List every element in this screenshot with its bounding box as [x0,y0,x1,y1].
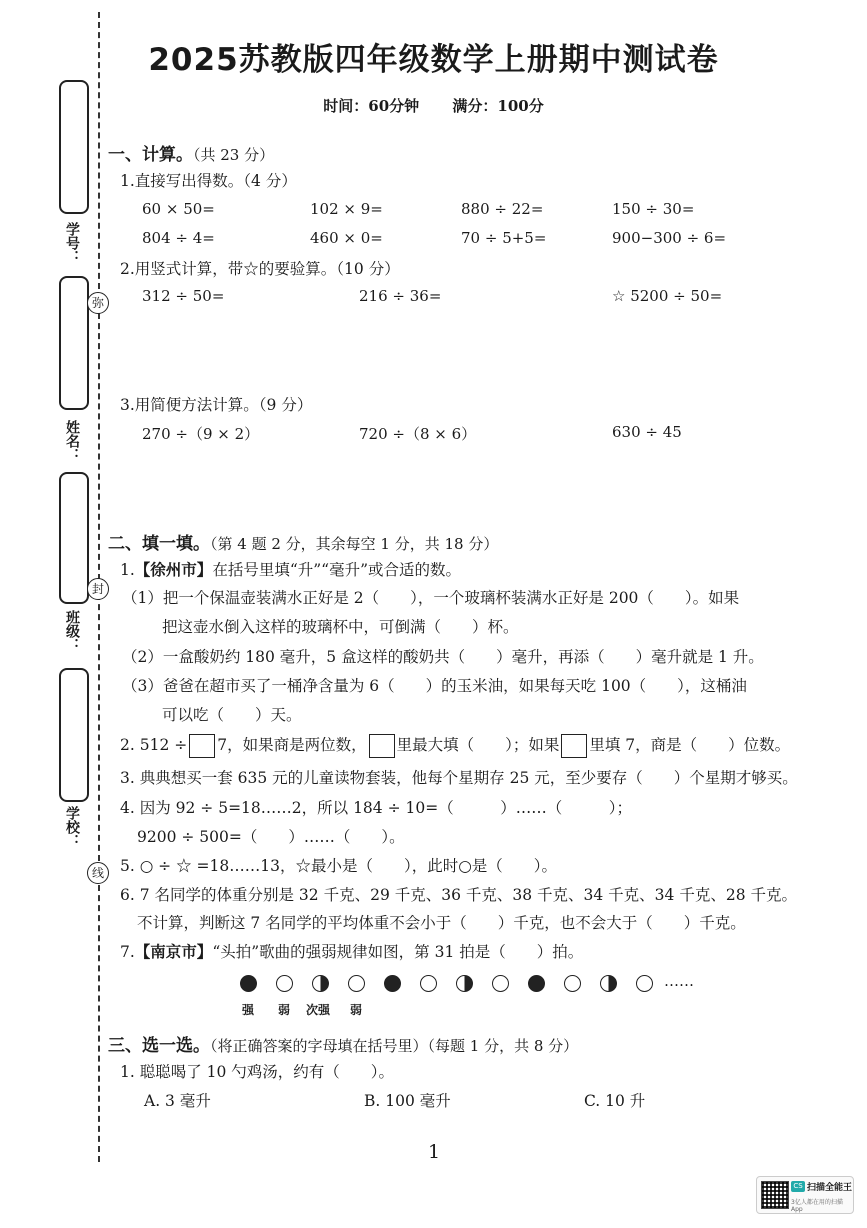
q2-1-2-line: （2）一盒酸奶约 180 毫升，5 盒这样的酸奶共（ ）毫升，再添（ ）毫升就是 1 升。 [122,648,764,666]
math-item: 216 ÷ 36= [359,287,442,305]
beat-weak-icon [276,975,293,992]
seal-char-xian: 线 [87,862,109,884]
math-item: 270 ÷（9 × 2） [142,425,260,443]
beat-half-icon [456,975,473,992]
seal-char-mi: 弥 [87,292,109,314]
option-c[interactable]: C. 10 升 [584,1092,646,1110]
beat-ellipsis: …… [664,972,694,990]
blank-square[interactable] [189,734,215,758]
beat-label: 次强 [306,1003,331,1017]
q3-1-line: 1. 聪聪喝了 10 勺鸡汤，约有（ ）。 [120,1063,395,1081]
section-1-note: （共 23 分） [193,146,275,164]
math-item: 60 × 50= [142,200,215,218]
q2-6-line-a: 6. 7 名同学的体重分别是 32 千克、29 千克、36 千克、38 千克、34 千克、34 千克、28 千克。 [120,886,797,904]
option-b[interactable]: B. 100 毫升 [364,1092,451,1110]
q1-3-label: 3.用简便方法计算。（9 分） [120,396,313,414]
beat-label: 强 [242,1003,255,1017]
beat-weak-icon [348,975,365,992]
q2-1-3-line-a: （3）爸爸在超市买了一桶净含量为 6（ ）的玉米油，如果每天吃 100（ ），这桶油 [122,677,747,695]
math-item: 630 ÷ 45 [612,423,682,441]
blank-square[interactable] [561,734,587,758]
section-3-title: 三、选一选。 [108,1036,210,1056]
math-item: ☆ 5200 ÷ 50= [612,287,723,305]
blank-square[interactable] [369,734,395,758]
math-item: 804 ÷ 4= [142,229,215,247]
page-number: 1 [428,1141,441,1163]
q2-5-line: 5. ○ ÷ ☆ =18……13，☆最小是（ ），此时○是（ ）。 [120,857,557,875]
section-2-heading [108,529,498,554]
math-item: 880 ÷ 22= [461,200,544,218]
class-label: 班级： [64,610,80,652]
region-tag: 【徐州市】 [134,560,213,579]
section-2-title: 二、填一填。 [108,534,210,554]
q2-2-line: 2. 512 ÷ 7，如果商是两位数， 里最大填（ ）；如果 里填 7，商是（ ）位数。 [120,733,790,758]
beat-label: 弱 [278,1003,291,1017]
scanner-name: 扫描全能王 [807,1183,853,1193]
name-box[interactable] [59,276,89,410]
section-3-note: （将正确答案的字母填在括号里）（每题 1 分，共 8 分） [210,1037,579,1055]
math-item: 312 ÷ 50= [142,287,225,305]
beat-weak-icon [420,975,437,992]
exam-info: 时间：60分钟 满分：100分 [323,97,544,115]
math-item: 720 ÷（8 × 6） [359,425,477,443]
region-tag: 【南京市】 [134,942,213,961]
beat-strong-icon [240,975,257,992]
math-item: 900−300 ÷ 6= [612,229,727,247]
student-id-label: 学号： [64,222,80,264]
section-1-heading [108,140,274,165]
beat-weak-icon [564,975,581,992]
beat-weak-icon [636,975,653,992]
q1-2-label: 2.用竖式计算，带☆的要验算。（10 分） [120,260,400,278]
q2-7-line: 7.【南京市】“头拍”歌曲的强弱规律如图，第 31 拍是（ ）拍。 [120,942,584,961]
school-box[interactable] [59,668,89,802]
class-box[interactable] [59,472,89,604]
q2-6-line-b: 不计算，判断这 7 名同学的平均体重不会小于（ ）千克，也不会大于（ ）千克。 [137,914,746,932]
math-item: 102 × 9= [310,200,383,218]
school-label: 学校： [64,806,80,848]
math-item: 150 ÷ 30= [612,200,695,218]
section-3-heading [108,1031,578,1056]
q2-1-1-line-a: （1）把一个保温壶装满水正好是 2（ ），一个玻璃杯装满水正好是 200（ ）。如果 [122,589,740,607]
math-item: 70 ÷ 5+5= [461,229,547,247]
beat-strong-icon [384,975,401,992]
q2-4-line-a: 4. 因为 92 ÷ 5=18……2，所以 184 ÷ 10=（ ）……（ ）； [120,799,632,817]
name-label: 姓名： [64,420,80,462]
q1-1-label: 1.直接写出得数。（4 分） [120,172,297,190]
beat-label: 弱 [350,1003,363,1017]
exam-title: 2025苏教版四年级数学上册期中测试卷 [148,42,719,78]
beat-half-icon [312,975,329,992]
qr-code-icon [761,1181,789,1209]
q2-1-1-line-b: 把这壶水倒入这样的玻璃杯中，可倒满（ ）杯。 [162,618,519,636]
q2-1-label: 1.【徐州市】在括号里填“升”“毫升”或合适的数。 [120,560,462,579]
q2-4-line-b: 9200 ÷ 500=（ ）……（ ）。 [137,828,405,846]
beat-strong-icon [528,975,545,992]
scanner-watermark [756,1176,854,1214]
scanner-logo-icon: CS [791,1181,805,1192]
scanner-subtitle: 3亿人都在用的扫描App [791,1199,843,1213]
section-1-title: 一、计算。 [108,145,193,165]
beat-weak-icon [492,975,509,992]
math-item: 460 × 0= [310,229,383,247]
beat-half-icon [600,975,617,992]
q2-3-line: 3. 典典想买一套 635 元的儿童读物套装，他每个星期存 25 元，至少要存（ ）个星期才够买。 [120,769,798,787]
q2-1-3-line-b: 可以吃（ ）天。 [162,706,302,724]
section-2-note: （第 4 题 2 分，其余每空 1 分，共 18 分） [210,535,499,553]
seal-char-feng: 封 [87,578,109,600]
option-a[interactable]: A. 3 毫升 [144,1092,211,1110]
